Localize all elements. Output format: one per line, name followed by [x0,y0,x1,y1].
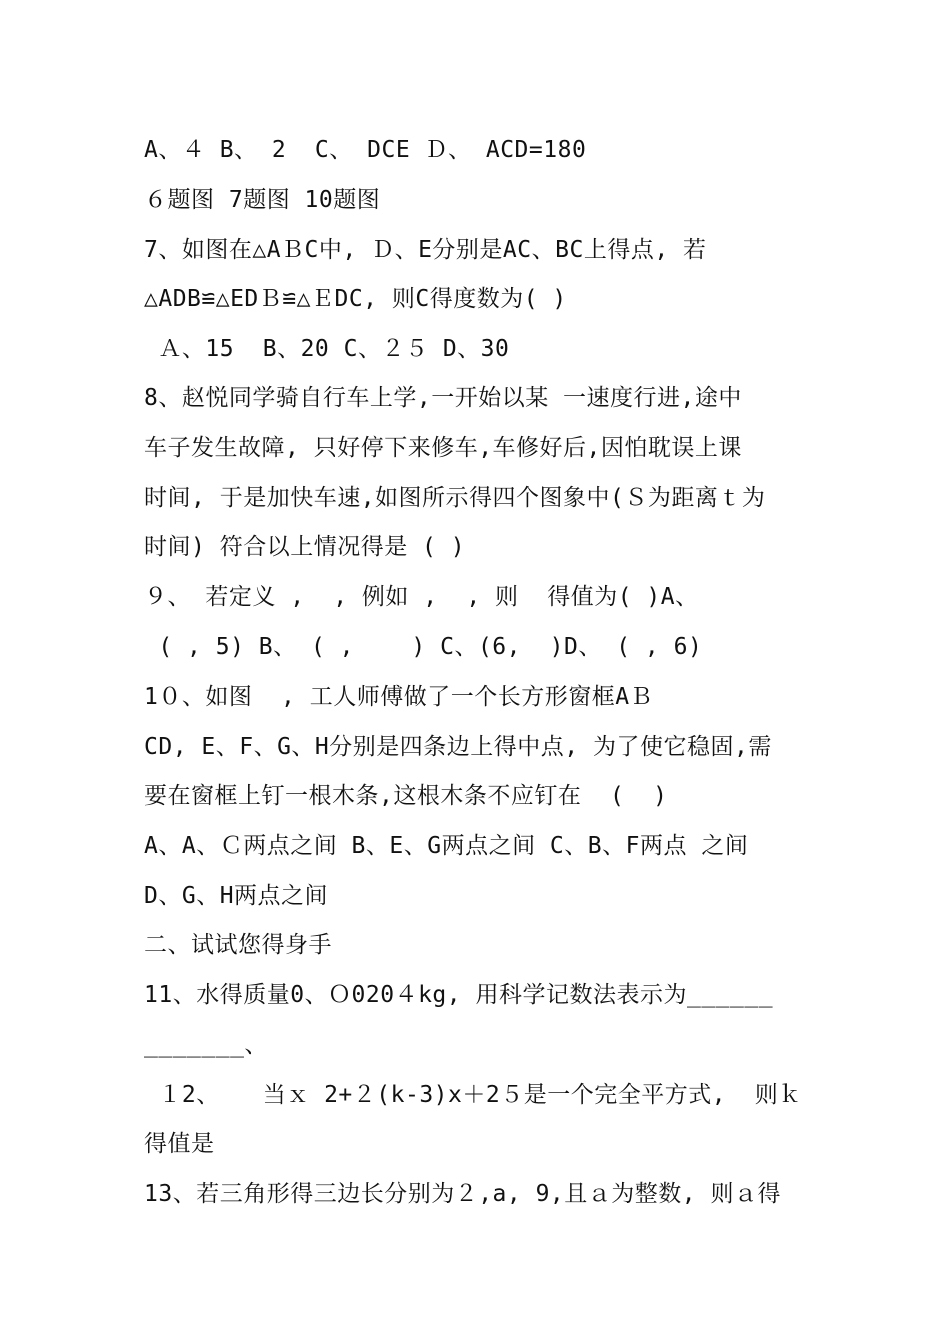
text-line: 8、赵悦同学骑自行车上学,一开始以某 一速度行进,途中 [144,385,742,411]
text-line: A、A、Ｃ两点之间 B、E、G两点之间 C、B、F两点 之间 [144,833,749,859]
text-line: 13、若三角形得三边长分别为２,a, 9,且ａ为整数, 则ａ得 [144,1181,781,1207]
text-line: 7、如图在△AＢC中, Ｄ、E分别是AC、BC上得点, 若 [144,237,707,263]
text-line: 车子发生故障, 只好停下来修车,车修好后,因怕耽误上课 [144,435,742,461]
text-line: ６题图 7题图 10题图 [144,187,381,213]
text-line: 11、水得质量0、Ｏ020４kg, 用科学记数法表示为______ [144,982,774,1008]
text-line: 得值是 [144,1131,215,1157]
text-line: 1０、如图 , 工人师傅做了一个长方形窗框AＢ [144,684,654,710]
text-line: CD, E、F、G、H分别是四条边上得中点, 为了使它稳固,需 [144,734,772,760]
text-line: △ADB≌△EDＢ≌△ＥDC, 则C得度数为( ) [144,286,567,312]
text-line: ９、 若定义 , , 例如 , , 则 得值为( )A、 [144,584,699,610]
text-line: 要在窗框上钉一根木条,这根木条不应钉在 ( ) [144,783,668,809]
text-line: 时间, 于是加快车速,如图所示得四个图象中(Ｓ为距离ｔ为 [144,485,766,511]
text-line: A、４ B、 2 C、 DCE Ｄ、 ACD=180 [144,137,587,163]
text-line: Ａ、15 B、20 C、２５ D、30 [144,336,510,362]
text-line: D、G、H两点之间 [144,883,329,909]
text-line: 时间) 符合以上情况得是 ( ) [144,534,466,560]
text-line: １2、 当ｘ 2+２(k-3)x＋2５是一个完全平方式, 则ｋ [144,1082,802,1108]
text-line: ( , 5) B、 ( , ) C、(6, )D、 ( , 6) [144,634,703,660]
text-line: _______、 [144,1032,268,1058]
text-line: 二、试试您得身手 [144,932,332,958]
